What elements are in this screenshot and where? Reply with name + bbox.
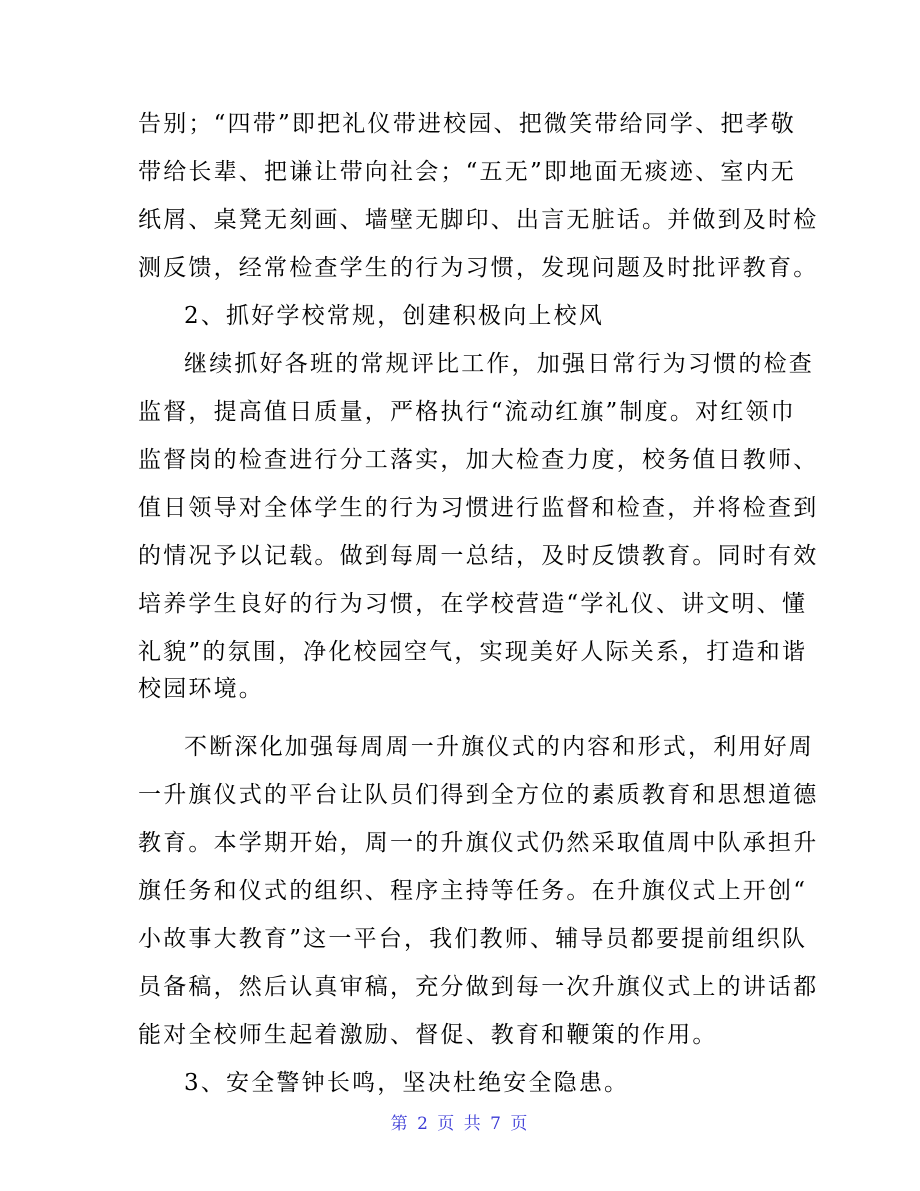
paragraph-line: 一升旗仪式的平台让队员们得到全方位的素质教育和思想道德 — [138, 782, 819, 808]
paragraph-line: 继续抓好各班的常规评比工作，加强日常行为习惯的检查 — [184, 351, 814, 377]
paragraph-line: 的情况予以记载。做到每周一总结，及时反馈教育。同时有效 — [138, 543, 819, 569]
paragraph-line: 测反馈，经常检查学生的行为习惯，发现问题及时批评教育。 — [138, 255, 819, 281]
paragraph-line: 告别；“四带”即把礼仪带进校园、把微笑带给同学、把孝敬 — [138, 111, 796, 137]
paragraph-line: 不断深化加强每周周一升旗仪式的内容和形式，利用好周 — [184, 734, 814, 760]
paragraph-line: 礼貌”的氛围，净化校园空气，实现美好人际关系，打造和谐 — [138, 639, 808, 665]
paragraph-line: 值日领导对全体学生的行为习惯进行监督和检查，并将检查到 — [138, 495, 819, 521]
paragraph-line: 能对全校师生起着激励、督促、教育和鞭策的作用。 — [138, 1022, 718, 1048]
paragraph-line: 培养学生良好的行为习惯，在学校营造“学礼仪、讲文明、懂 — [138, 591, 808, 617]
paragraph-line: 监督，提高值日质量，严格执行“流动红旗”制度。对红领巾 — [138, 399, 796, 425]
paragraph-line: 小故事大教育”这一平台，我们教师、辅导员都要提前组织队 — [138, 926, 808, 952]
paragraph-line: 教育。本学期开始，周一的升旗仪式仍然采取值周中队承担升 — [138, 830, 819, 856]
paragraph-line: 员备稿，然后认真审稿，充分做到每一次升旗仪式上的讲话都 — [138, 974, 819, 1000]
section-heading: 3、安全警钟长鸣，坚决杜绝安全隐患。 — [184, 1070, 630, 1096]
paragraph-line: 带给长辈、把谦让带向社会；“五无”即地面无痰迹、室内无 — [138, 159, 796, 185]
paragraph-line: 监督岗的检查进行分工落实，加大检查力度，校务值日教师、 — [138, 447, 819, 473]
section-heading: 2、抓好学校常规，创建积极向上校风 — [184, 303, 605, 329]
paragraph-line: 旗任务和仪式的组织、程序主持等任务。在升旗仪式上开创“ — [138, 878, 808, 904]
page-number-footer: 第 2 页 共 7 页 — [390, 1114, 530, 1134]
paragraph-line: 校园环境。 — [138, 676, 264, 702]
paragraph-line: 纸屑、桌凳无刻画、墙壁无脚印、出言无脏话。并做到及时检 — [138, 207, 819, 233]
